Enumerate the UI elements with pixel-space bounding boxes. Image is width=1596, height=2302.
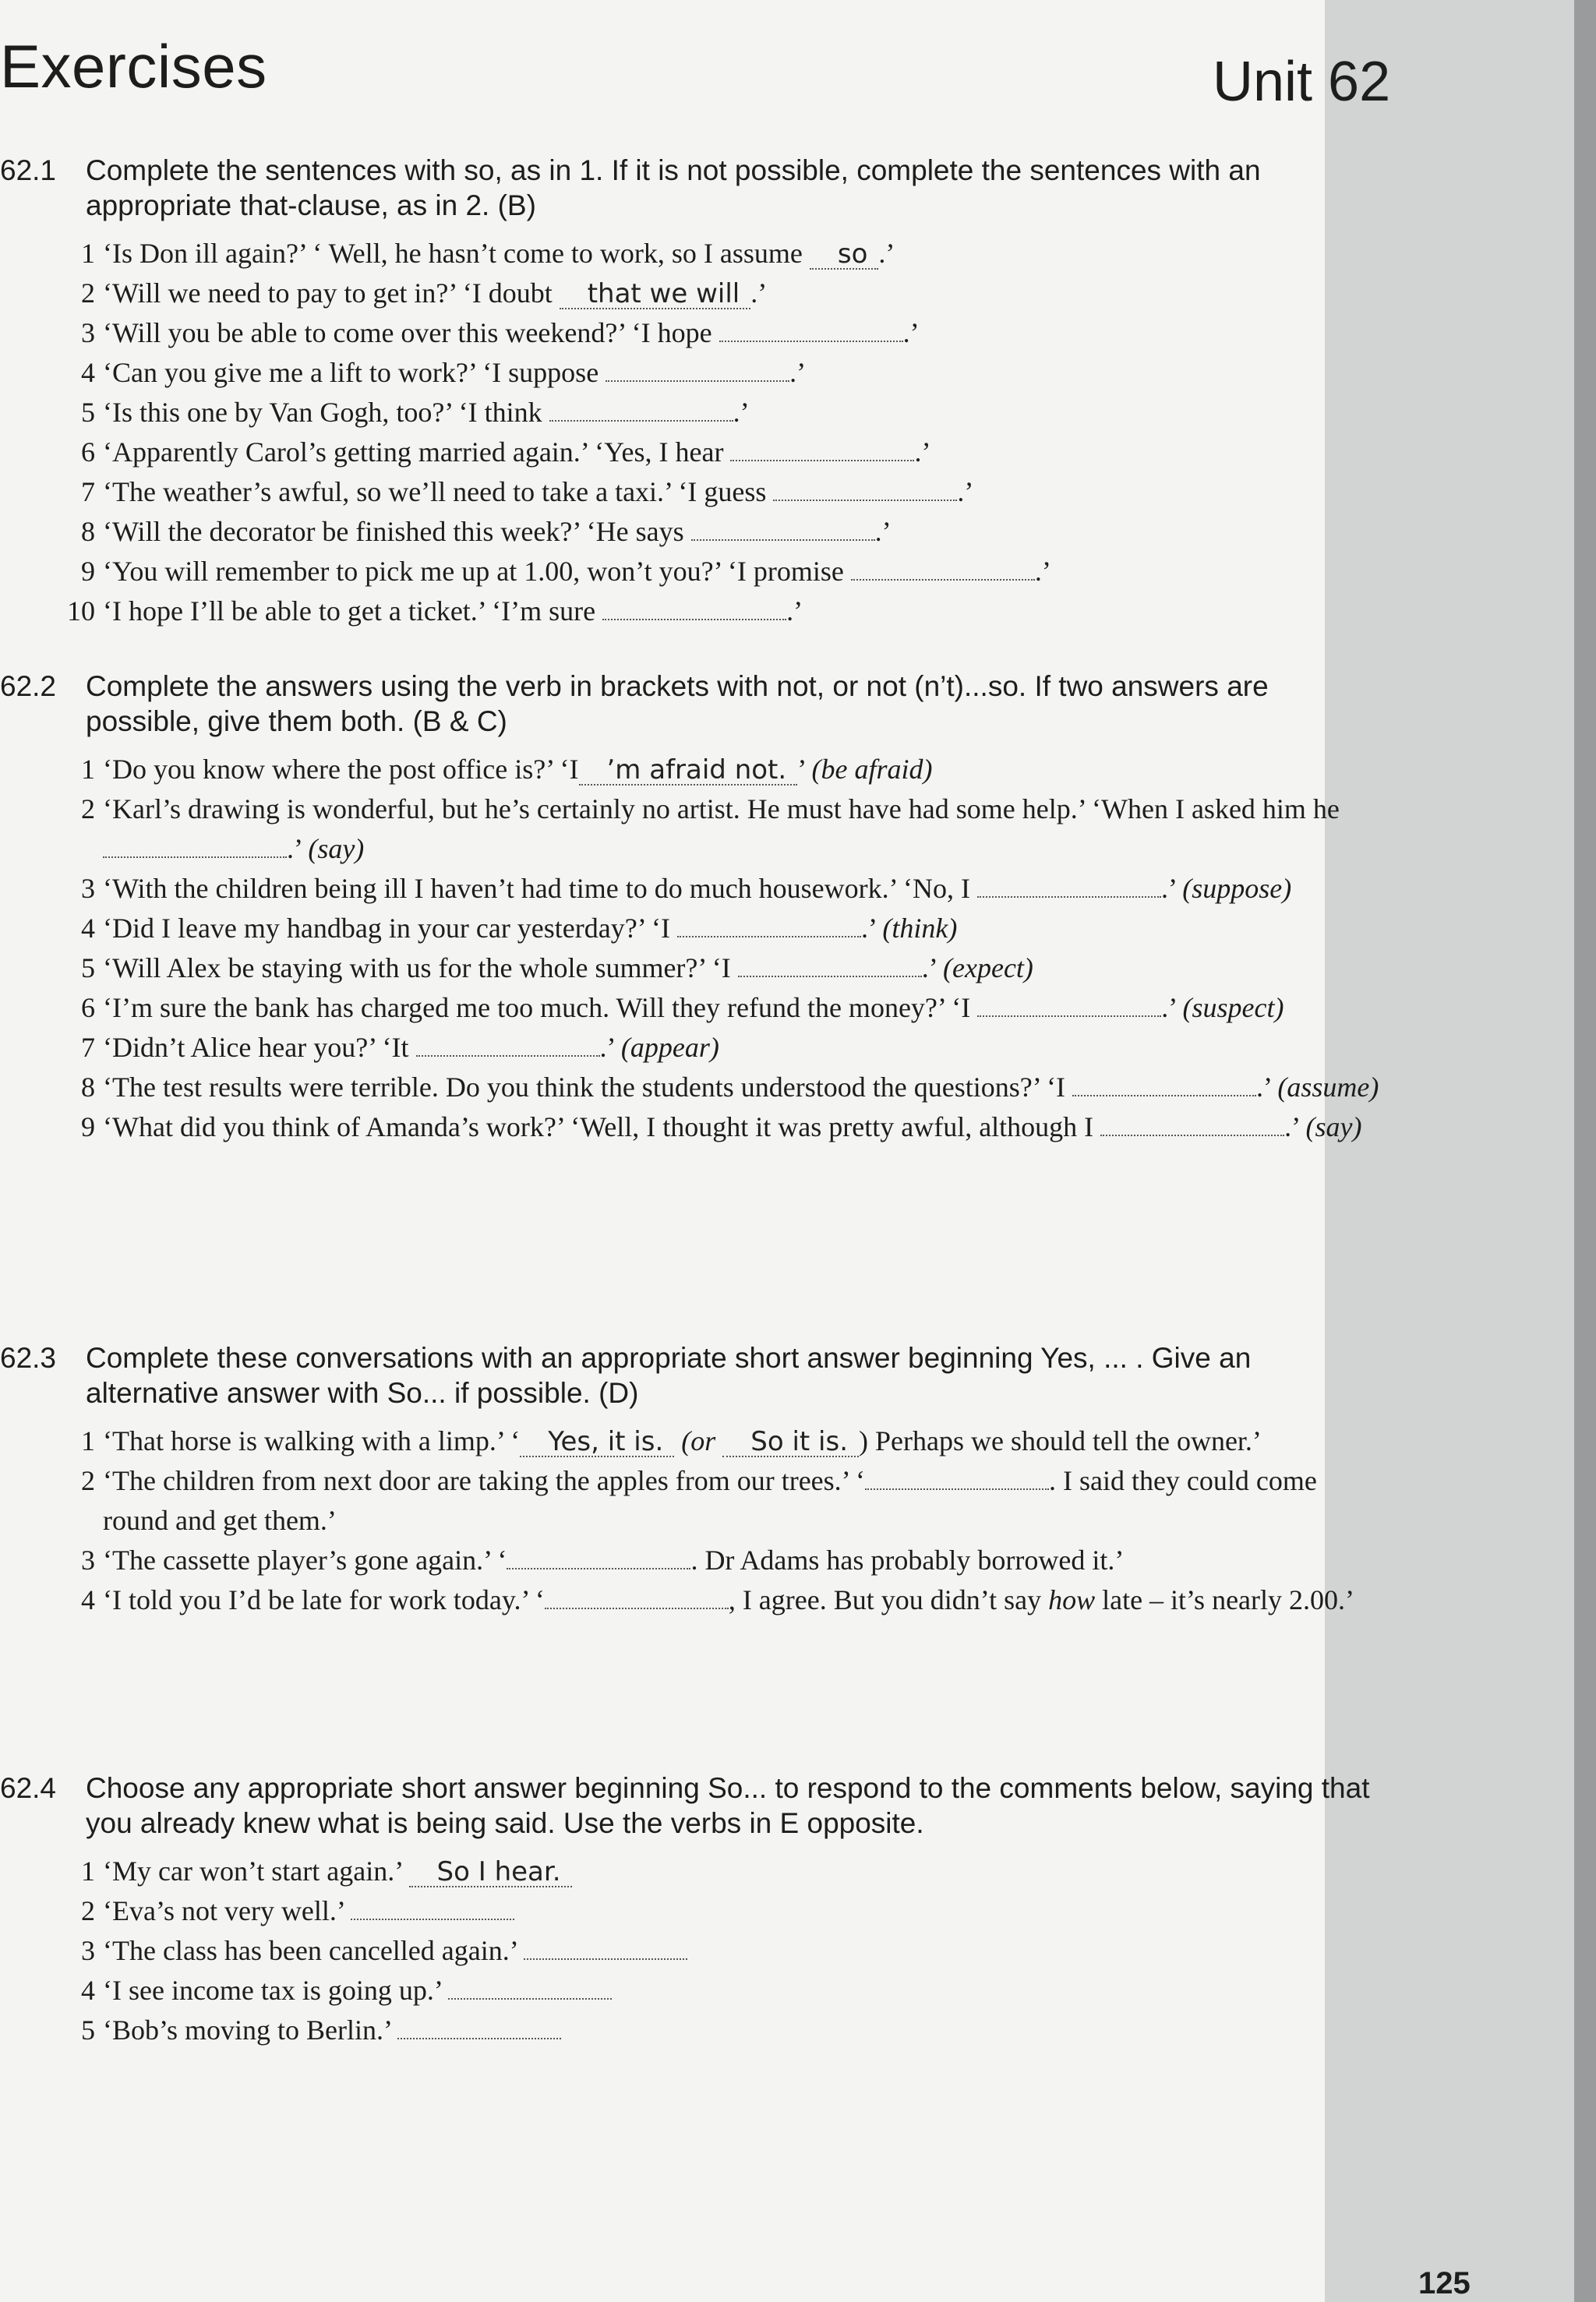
- list-item: 7 ‘Didn’t Alice hear you?’ ‘It .’ (appear): [81, 1032, 719, 1063]
- list-item: 4 ‘Did I leave my handbag in your car yesterday?’ ‘I .’ (think): [81, 913, 958, 944]
- list-item: 9 ‘What did you think of Amanda’s work?’ ‘Well, I thought it was pretty awful, although I .’ (say): [81, 1111, 1362, 1142]
- answer-blank[interactable]: [851, 556, 1035, 581]
- exercise-instruction: 62.2 Complete the answers using the verb in brackets with not, or not (n’t)...so. If two answers are possible, give them both. (B & C): [0, 670, 1269, 737]
- answer-blank[interactable]: [507, 1545, 690, 1569]
- list-item: 1 ‘My car won’t start again.’ So I hear.: [0, 1852, 1387, 1891]
- answer-field-alt[interactable]: So it is.: [722, 1428, 859, 1457]
- exercise-instruction: 62.1 Complete the sentences with so, as in 1. If it is not possible, complete the sentences with an appropriate that-clause, as in 2. (B): [0, 154, 1261, 221]
- list-item: 9 ‘You will remember to pick me up at 1.00, won’t you?’ ‘I promise .’: [81, 556, 1051, 587]
- list-item: 3 ‘With the children being ill I haven’t had time to do much housework.’ ‘No, I .’ (suppose): [81, 873, 1292, 904]
- answer-blank[interactable]: [549, 397, 733, 422]
- answer-field[interactable]: ’m afraid not.: [579, 756, 798, 786]
- list-item: 10 ‘I hope I’ll be able to get a ticket.’ ‘I’m sure .’: [67, 595, 803, 627]
- answer-field[interactable]: that we will: [560, 280, 751, 309]
- list-item: 1 ‘Is Don ill again?’ ‘ Well, he hasn’t come to work, so I assume so .’: [81, 238, 895, 270]
- list-item: 5 ‘Bob’s moving to Berlin.’: [0, 2011, 1387, 2050]
- list-item: 4 ‘I told you I’d be late for work today.’ ‘ , I agree. But you didn’t say how late – it’s nearly 2.00.’: [81, 1584, 1355, 1615]
- answer-blank[interactable]: [397, 2014, 561, 2039]
- answer-blank[interactable]: [738, 952, 922, 977]
- list-item: 8 ‘Will the decorator be finished this week?’ ‘He says .’: [81, 516, 892, 547]
- answer-blank[interactable]: [773, 476, 957, 501]
- exercise-62-4: [0, 1771, 1387, 2050]
- answer-blank[interactable]: [545, 1584, 729, 1609]
- answer-blank[interactable]: [351, 1895, 514, 1920]
- answer-blank[interactable]: [103, 833, 287, 858]
- exercise-items: [0, 1421, 1387, 1620]
- answer-blank[interactable]: [865, 1465, 1049, 1490]
- answer-field[interactable]: so: [810, 240, 879, 270]
- list-item: 3 ‘The class has been cancelled again.’: [0, 1931, 1387, 1971]
- exercise-items: [0, 234, 1387, 631]
- exercise-62-3: [0, 1340, 1387, 1620]
- list-item: 6 ‘Apparently Carol’s getting married again.’ ‘Yes, I hear .’: [81, 436, 931, 468]
- answer-blank[interactable]: [977, 873, 1161, 898]
- exercise-instruction: 62.3 Complete these conversations with an appropriate short answer beginning Yes, ... . Give an alternative answer with So... if possible. (D): [0, 1342, 1252, 1409]
- answer-blank[interactable]: [1072, 1072, 1256, 1096]
- page-binding-edge: [1574, 0, 1596, 2302]
- list-item: 3 ‘The cassette player’s gone again.’ ‘ . Dr Adams has probably borrowed it.’: [81, 1545, 1125, 1576]
- exercise-instruction: 62.4 Choose any appropriate short answer beginning So... to respond to the comments below, saying that you already knew what is being said. Use the verbs in E opposite.: [0, 1772, 1370, 1839]
- list-item: 6 ‘I’m sure the bank has charged me too much. Will they refund the money?’ ‘I .’ (suspect): [81, 992, 1284, 1023]
- answer-blank[interactable]: [602, 595, 786, 620]
- list-item: 2 ‘Karl’s drawing is wonderful, but he’s certainly no artist. He must have had some help.’ ‘When I asked him he.’ (say): [81, 793, 1340, 864]
- answer-blank[interactable]: [730, 436, 914, 461]
- list-item: 1 ‘That horse is walking with a limp.’ ‘ Yes, it is. (or So it is. ) Perhaps we should tell the owner.’: [81, 1425, 1262, 1457]
- exercise-number: 62.3: [0, 1342, 57, 1374]
- exercise-number: 62.1: [0, 154, 57, 186]
- list-item: 4 ‘Can you give me a lift to work?’ ‘I suppose .’: [81, 357, 807, 388]
- answer-blank[interactable]: [1100, 1111, 1284, 1136]
- list-item: 5 ‘Is this one by Van Gogh, too?’ ‘I think .’: [81, 397, 750, 428]
- answer-field[interactable]: Yes, it is.: [520, 1428, 674, 1457]
- answer-blank[interactable]: [977, 992, 1161, 1017]
- list-item: 1 ‘Do you know where the post office is?’ ‘I ’m afraid not. ’ (be afraid): [81, 754, 933, 786]
- list-item: 2 ‘Will we need to pay to get in?’ ‘I doubt that we will .’: [81, 277, 768, 309]
- list-item: 3 ‘Will you be able to come over this weekend?’ ‘I hope .’: [81, 317, 920, 348]
- answer-blank[interactable]: [606, 357, 789, 382]
- answer-field[interactable]: So I hear.: [409, 1858, 572, 1887]
- exercise-62-1: [0, 153, 1387, 631]
- answer-blank[interactable]: [719, 317, 903, 342]
- exercise-items: [0, 1852, 1387, 2050]
- exercise-number: 62.4: [0, 1772, 57, 1804]
- unit-label: Unit 62: [1213, 51, 1391, 113]
- list-item: 8 ‘The test results were terrible. Do you think the students understood the questions?’ ‘I .’ (assume): [81, 1072, 1379, 1103]
- list-item: 2 ‘The children from next door are taking the apples from our trees.’ ‘ . I said they could come round and get them.’: [81, 1465, 1317, 1536]
- list-item: 5 ‘Will Alex be staying with us for the whole summer?’ ‘I .’ (expect): [81, 952, 1033, 983]
- answer-blank[interactable]: [416, 1032, 600, 1057]
- answer-blank[interactable]: [448, 1975, 612, 2000]
- exercise-items: [0, 750, 1387, 1147]
- exercise-62-2: [0, 669, 1387, 1147]
- list-item: 7 ‘The weather’s awful, so we’ll need to take a taxi.’ ‘I guess .’: [81, 476, 974, 507]
- list-item: 2 ‘Eva’s not very well.’: [0, 1891, 1387, 1931]
- answer-blank[interactable]: [677, 913, 861, 937]
- answer-blank[interactable]: [691, 516, 875, 541]
- page-number: 125: [1418, 2266, 1471, 2300]
- exercise-number: 62.2: [0, 670, 57, 702]
- answer-blank[interactable]: [524, 1935, 687, 1960]
- list-item: 4 ‘I see income tax is going up.’: [0, 1971, 1387, 2011]
- page-title: Exercises: [0, 32, 267, 101]
